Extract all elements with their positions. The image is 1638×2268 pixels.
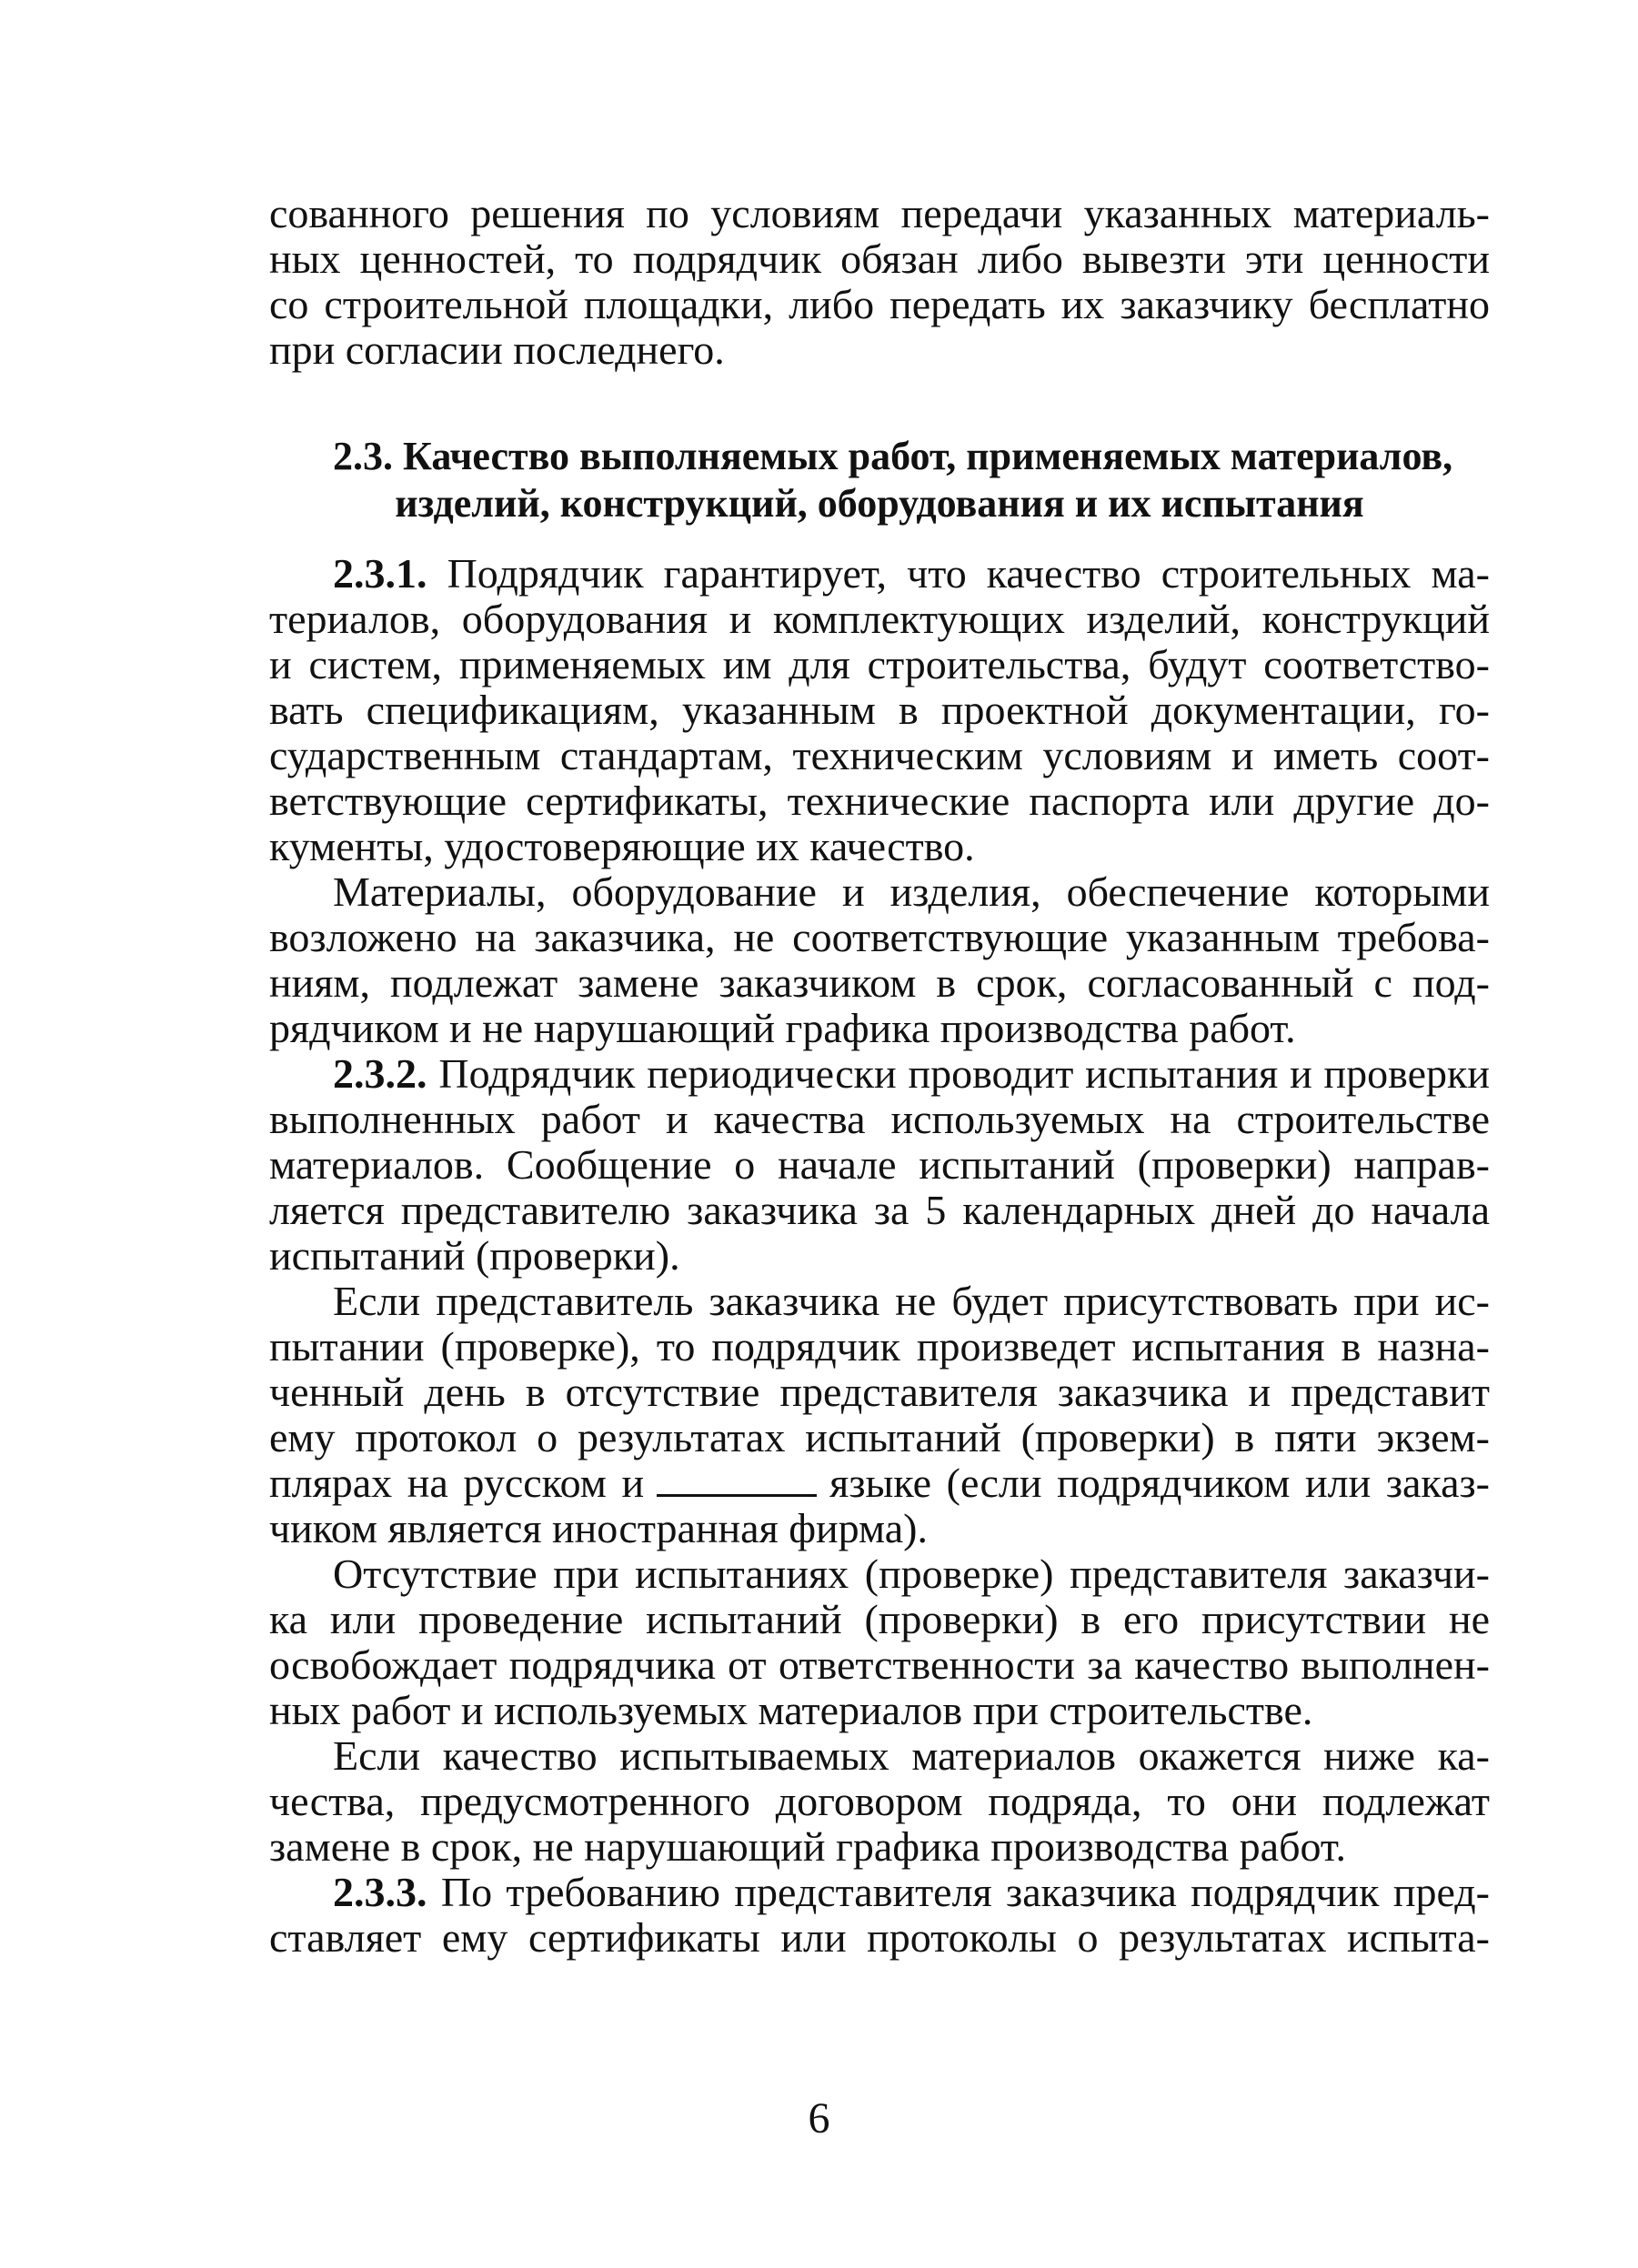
text-line: ных работ и используемых материалов при строительстве. [269, 1687, 1313, 1733]
page-number: 6 [808, 2094, 830, 2143]
clause-text: По требованию представителя заказчика подрядчик пред- [427, 1869, 1490, 1915]
clause-number: 2.3.1. [333, 550, 427, 597]
text-line: выполненных работ и качества используемых на строительстве [269, 1096, 1490, 1142]
clause-2-3-1 [269, 551, 1490, 869]
text-line: Материалы, оборудование и изделия, обеспечение которыми [333, 868, 1490, 915]
text-line: ставляет ему сертификаты или протоколы о результатах испыта- [269, 1914, 1490, 1961]
text-line: ка или проведение испытаний (проверки) в его присутствии не [269, 1596, 1490, 1642]
paragraph-materials [269, 869, 1490, 1051]
text-line: материалов. Сообщение о начале испытаний (проверки) направ- [269, 1141, 1490, 1188]
clause-number: 2.3.2. [333, 1050, 427, 1097]
clause-number: 2.3.3. [333, 1869, 427, 1915]
text-line-with-blank [269, 1460, 1490, 1506]
text-fragment: языке (если подрядчиком или заказ- [829, 1460, 1490, 1506]
text-line: Отсутствие при испытаниях (проверке) представителя заказчи- [333, 1550, 1490, 1597]
text-line: чиком является иностранная фирма). [269, 1505, 928, 1551]
text-line: сованного решения по условиям передачи указанных материаль- [269, 190, 1490, 236]
text-line: со строительной площадки, либо передать их заказчику бесплатно [269, 281, 1490, 327]
clause-first-line [269, 551, 1490, 597]
clause-first-line [269, 1870, 1490, 1915]
clause-2-3-3 [269, 1870, 1490, 1961]
clause-text: Подрядчик гарантирует, что качество строительных ма- [427, 550, 1490, 597]
text-line: чества, предусмотренного договором подряда, то они подлежат [269, 1778, 1490, 1824]
text-line: испытаний (проверки). [269, 1232, 680, 1279]
clause-2-3-2 [269, 1051, 1490, 1279]
paragraph-absent-representative [269, 1279, 1490, 1551]
text-line: ляется представителю заказчика за 5 календарных дней до начала [269, 1187, 1490, 1233]
text-line: рядчиком и не нарушающий графика производства работ. [269, 1005, 1296, 1051]
text-line: териалов, оборудования и комплектующих изделий, конструкций [269, 596, 1490, 642]
intro-paragraph [269, 191, 1490, 373]
text-line: освобождает подрядчика от ответственности за качество выполнен- [269, 1641, 1490, 1688]
text-line: ченный день в отсутствие представителя заказчика и представит [269, 1369, 1490, 1415]
paragraph-quality [269, 1733, 1490, 1870]
text-line: ему протокол о результатах испытаний (проверки) в пяти экзем- [269, 1414, 1490, 1460]
text-line: возложено на заказчика, не соответствующие указанным требова- [269, 914, 1490, 960]
clause-text: Подрядчик периодически проводит испытания и проверки [427, 1050, 1490, 1097]
section-heading-line: изделий, конструкций, оборудования и их испытания [395, 481, 1364, 526]
text-line: Если качество испытываемых материалов окажется ниже ка- [333, 1732, 1490, 1779]
text-line: ных ценностей, то подрядчик обязан либо вывезти эти ценности [269, 236, 1490, 282]
text-line: кументы, удостоверяющие их качество. [269, 823, 975, 869]
text-line: пытании (проверке), то подрядчик произведет испытания в назна- [269, 1323, 1490, 1370]
section-heading [269, 433, 1490, 527]
clause-first-line [269, 1051, 1490, 1097]
text-line: ветствующие сертификаты, технические паспорта или другие до- [269, 778, 1490, 824]
section-heading-line: 2.3. Качество выполняемых работ, применяемых материалов, [333, 434, 1453, 478]
paragraph-absence [269, 1551, 1490, 1733]
text-line: сударственным стандартам, техническим условиям и иметь соот- [269, 732, 1490, 778]
text-line: и систем, применяемых им для строительства, будут соответство- [269, 641, 1490, 687]
text-fragment: плярах на русском и [269, 1460, 645, 1506]
text-line: вать спецификациям, указанным в проектной документации, го- [269, 687, 1490, 733]
language-blank-field [657, 1463, 817, 1497]
text-line: ниям, подлежат замене заказчиком в срок, согласованный с под- [269, 959, 1490, 1006]
text-line: Если представитель заказчика не будет присутствовать при ис- [333, 1278, 1490, 1324]
text-line: при согласии последнего. [269, 326, 725, 373]
text-line: замене в срок, не нарушающий графика производства работ. [269, 1823, 1347, 1870]
